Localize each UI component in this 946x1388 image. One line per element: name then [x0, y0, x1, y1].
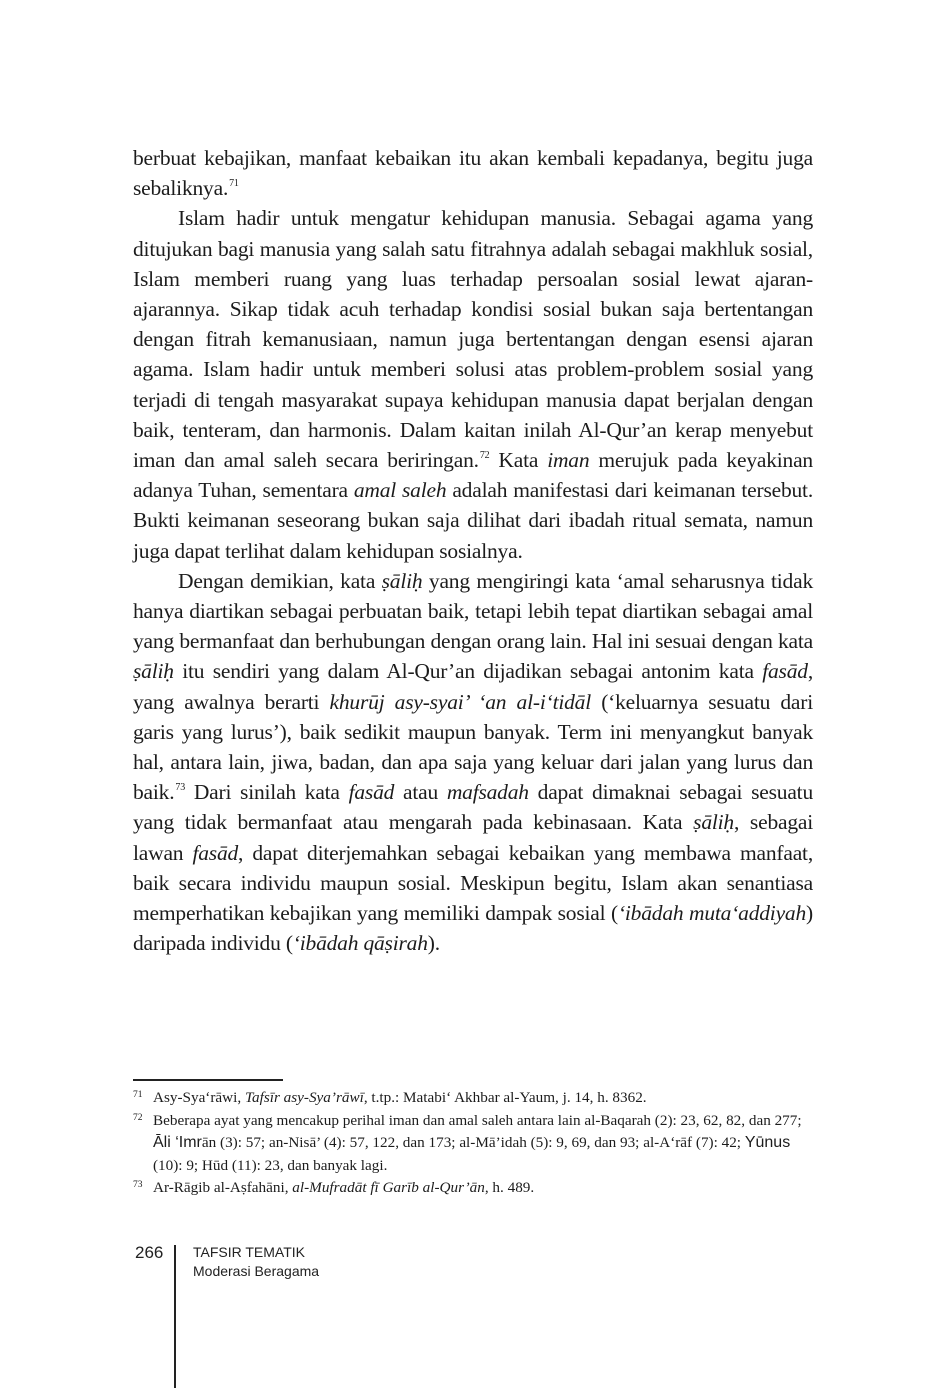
- term-fasad: fasād: [762, 659, 808, 684]
- footnote-number: 73: [133, 1180, 143, 1190]
- paragraph-2: Islam hadir untuk mengatur kehidupan manusia. Sebagai agama yang ditujukan bagi manusia yang salah satu fitrahnya adalah sebagai makhluk sosial, Islam memberi ruang yang luas terhadap persoalan sosial lewat ajaran-ajarannya. Sikap tidak acuh terhadap kondisi sosial bukan saja bertentangan dengan fitrah kemanusiaan, namun juga bertentangan dengan esensi ajaran agama. Islam hadir untuk memberi solusi atas problem-problem sosial yang terjadi di tengah masyarakat supaya kehidupan manusia dapat berjalan dengan baik, tenteram, dan harmonis. Dalam kaitan inilah Al-Qur’an kerap menyebut iman dan amal saleh secara beriringan.$^{72}$ Kata iman merujuk pada keyakinan adanya Tuhan, sementara amal saleh adalah manifestasi dari keimanan tersebut. Bukti keimanan seseorang bukan saja dilihat dari ibadah ritual semata, namun juga dapat terlihat dalam kehidupan sosialnya.: [133, 206, 813, 563]
- footnote-number: 71: [133, 1090, 143, 1100]
- term-fasad: fasād: [348, 780, 395, 805]
- footnote-ref-71[interactable]: 71: [229, 178, 239, 190]
- term-amal-saleh: amal saleh: [353, 478, 447, 503]
- running-footer: [193, 1243, 319, 1281]
- term-mafsadah: mafsadah: [446, 780, 529, 805]
- footnote-72: 72 Beberapa ayat yang mencakup perihal iman dan amal saleh antara lain al-Baqarah (2): 23, 62, 82, dan 277; Āli ‘Imrān (3): 57; an-Nisā’ (4): 57, 122, dan 173; al-Mā’idah (5): 9, 69, dan 93; al-A‘rāf (7): 42; Yūnus (10): 9; Hūd (11): 23, dan banyak lagi.: [133, 1111, 802, 1174]
- term-salih: ṣāliḥ: [381, 568, 423, 593]
- book-subtitle: Moderasi Beragama: [193, 1263, 320, 1279]
- term-ibadah-qasirah: ‘ibādah qāṣirah: [292, 931, 428, 956]
- surah-name: Yūnus: [744, 1134, 791, 1151]
- term-khuruj: khurūj asy-syai’ ‘an al-i‘tidāl: [329, 689, 591, 714]
- term-fasad: fasād: [192, 840, 239, 865]
- book-title: al-Mufradāt fī Garīb al-Qur’ān: [292, 1179, 485, 1196]
- footnote-divider: [133, 1079, 283, 1081]
- body-text: [133, 143, 813, 958]
- footnote-ref-72[interactable]: 72: [479, 450, 490, 462]
- footnote-ref-73[interactable]: 73: [175, 782, 186, 794]
- paragraph-3: Dengan demikian, kata ṣāliḥ yang mengiringi kata ‘amal seharusnya tidak hanya diartikan sebagai perbuatan baik, tetapi lebih tepat diartikan sebagai amal yang bermanfaat dan berhubungan dengan orang lain. Hal ini sesuai dengan kata ṣāliḥ itu sendiri yang dalam Al-Qur’an dijadikan sebagai antonim kata fasād, yang awalnya berarti khurūj asy-syai’ ‘an al-i‘tidāl (‘keluarnya sesuatu dari garis yang lurus’), baik sedikit maupun banyak. Term ini menyangkut banyak hal, antara lain, jiwa, badan, dan apa saja yang keluar dari jalan yang lurus dan baik.$^{73}$ Dari sinilah kata fasād atau mafsadah dapat dimaknai sebagai sesuatu yang tidak bermanfaat atau mengarah pada kebinasaan. Kata ṣāliḥ, sebagai lawan fasād, dapat diterjemahkan sebagai kebaikan yang membawa manfaat, baik secara individu maupun sosial. Meskipun begitu, Islam akan senantiasa memperhatikan kebajikan yang memiliki dampak sosial (‘ibādah muta‘addiyah) daripada individu (‘ibādah qāṣirah).: [133, 568, 814, 956]
- book-title: Tafsīr asy-Sya’rāwī: [244, 1089, 364, 1106]
- footer-vertical-rule: [174, 1245, 176, 1388]
- book-series-title: TAFSIR TEMATIK: [193, 1244, 306, 1260]
- term-ibadah-mutaaddiyah: ‘ibādah muta‘addiyah: [617, 901, 807, 926]
- footnote-71: 71 Asy-Sya‘rāwi, Tafsīr asy-Sya’rāwī, t.tp.: Matabi‘ Akhbar al-Yaum, j. 14, h. 8362.: [133, 1089, 647, 1106]
- footnotes: [133, 1087, 813, 1200]
- footnote-73: 73 Ar-Rāgib al-Aṣfahāni, al-Mufradāt fī Garīb al-Qur’ān, h. 489.: [133, 1179, 535, 1196]
- surah-name: Āli ‘Imr: [153, 1134, 202, 1151]
- term-salih: ṣāliḥ: [133, 659, 174, 684]
- footnote-number: 72: [133, 1112, 143, 1123]
- term-salih: ṣāliḥ: [693, 810, 734, 835]
- paragraph-1: berbuat kebajikan, manfaat kebaikan itu akan kembali kepadanya, begitu juga sebaliknya.$^{71}$: [133, 146, 813, 201]
- page-number: 266: [135, 1243, 164, 1262]
- term-iman: iman: [547, 448, 590, 473]
